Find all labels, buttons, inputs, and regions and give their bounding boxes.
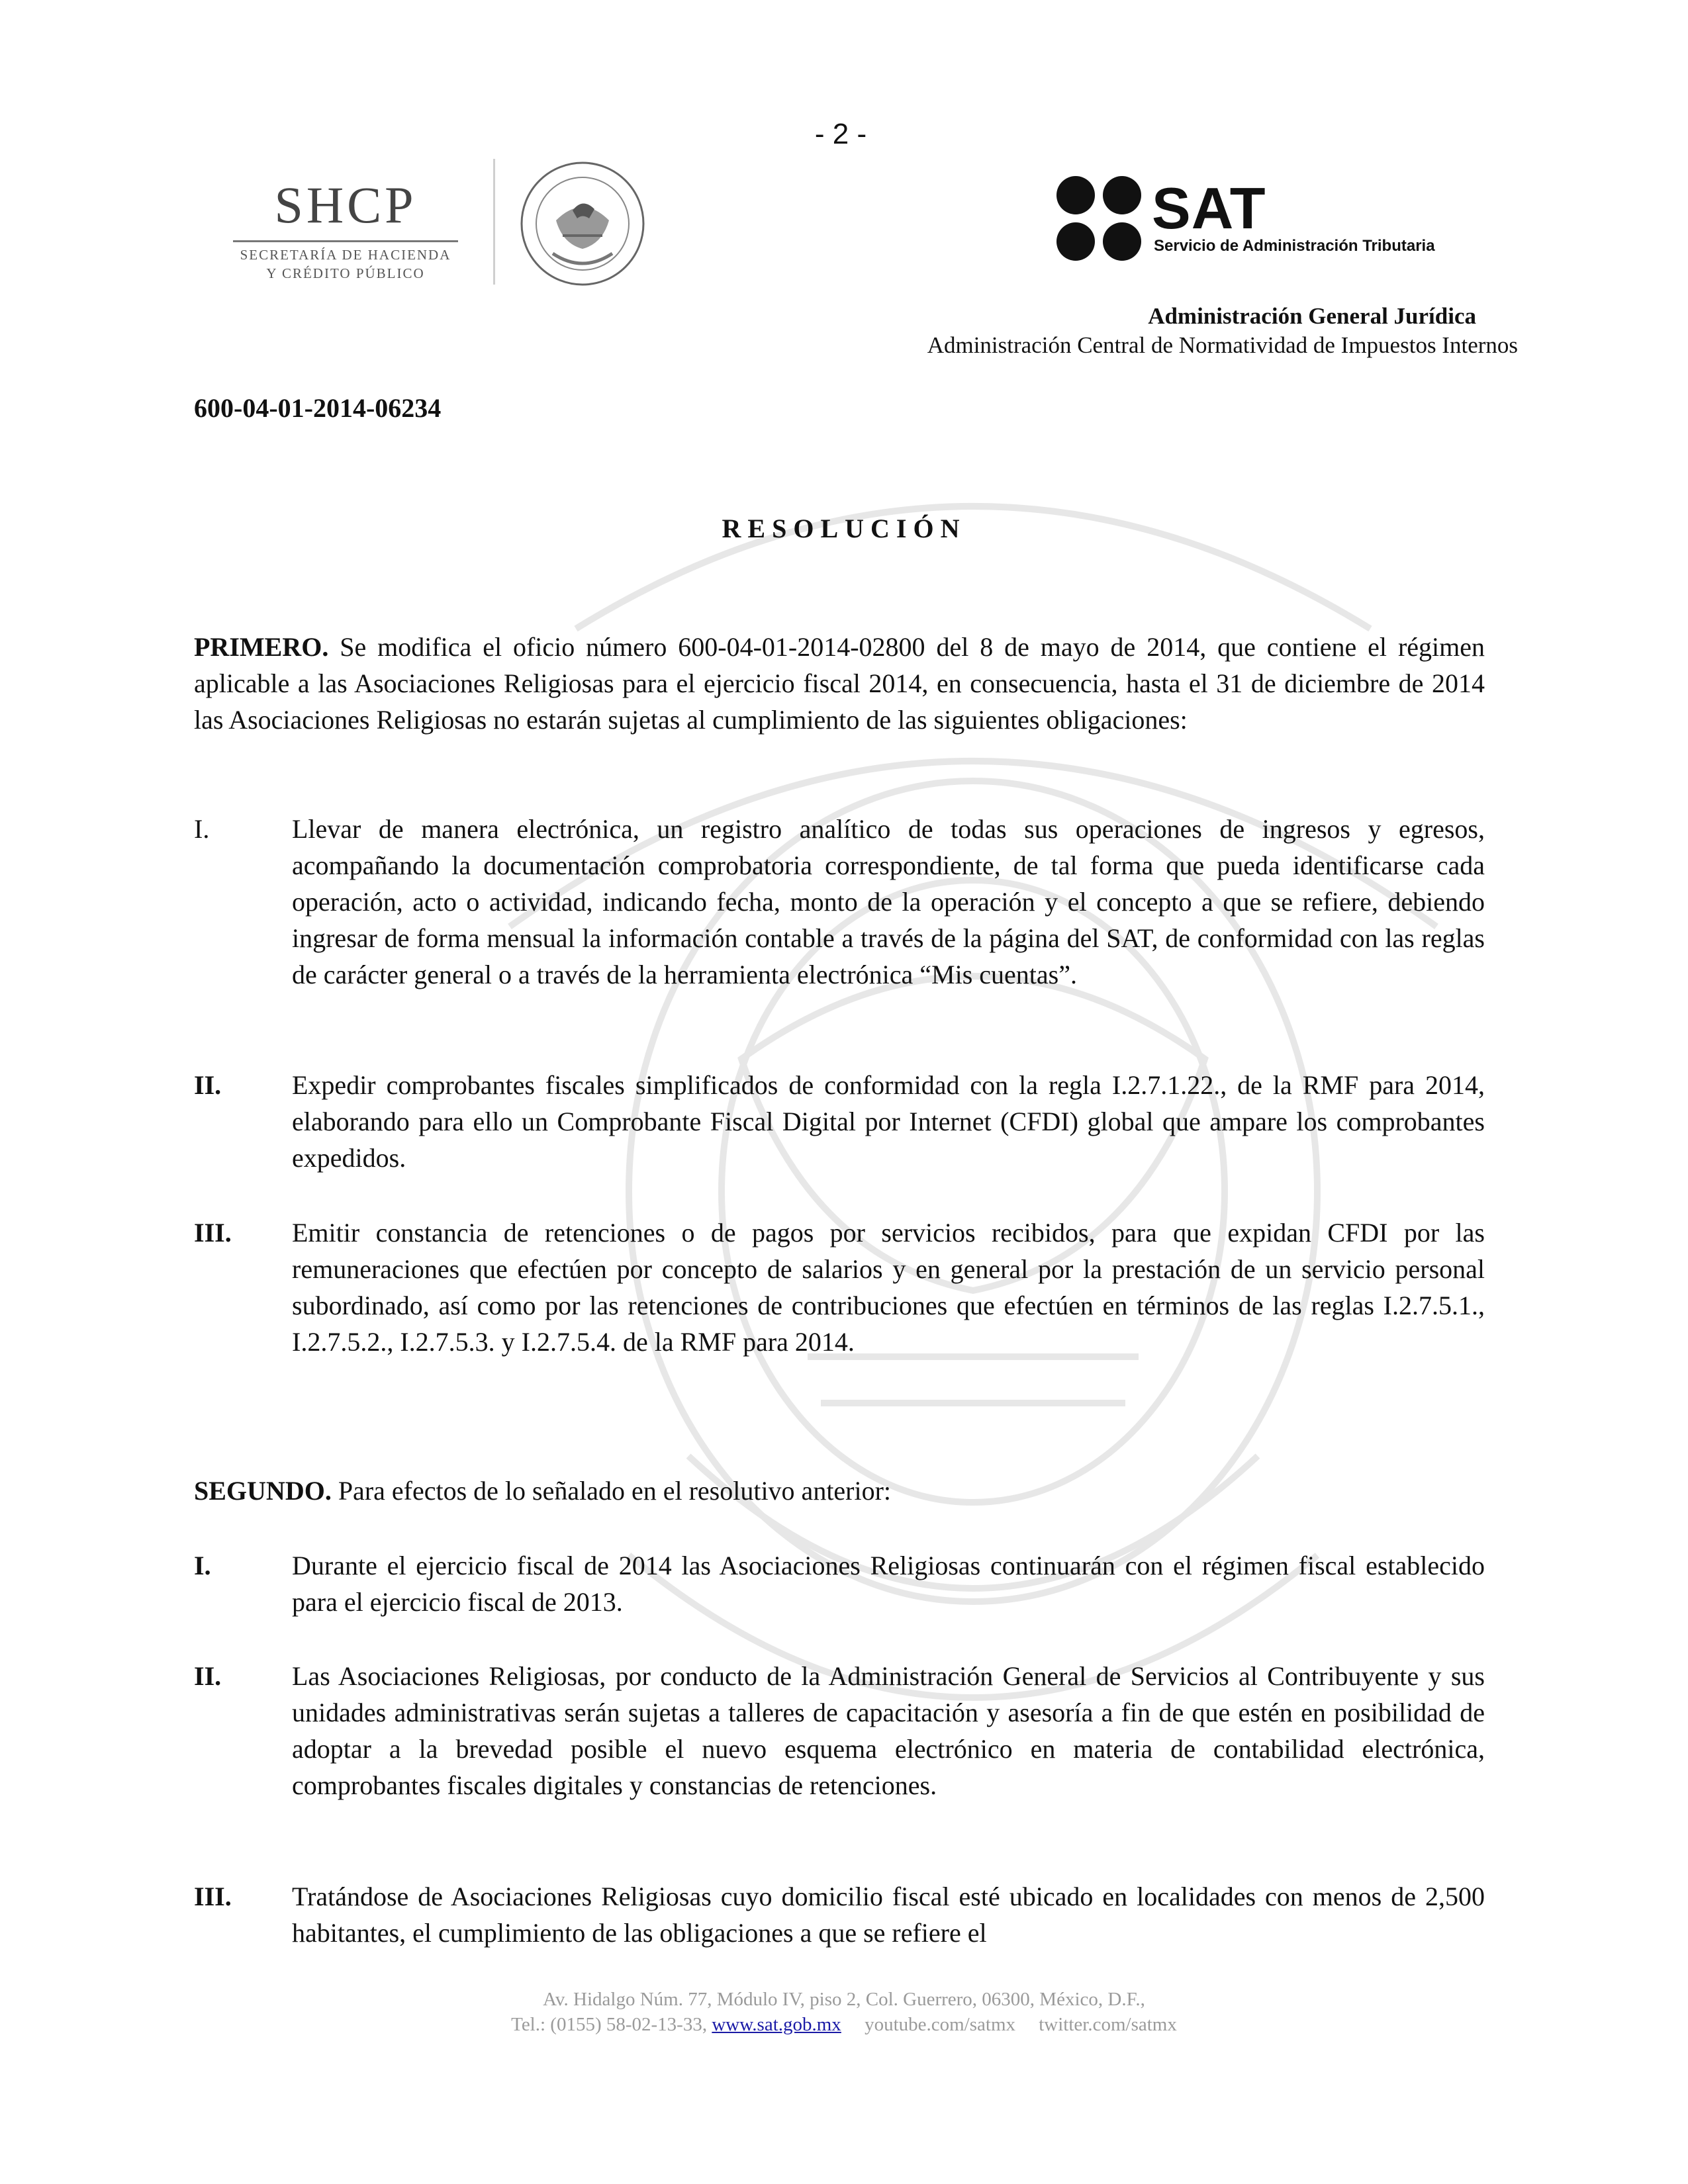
segundo-item (194, 1547, 1485, 1620)
item-number: III. (194, 1882, 232, 1911)
item-text: Las Asociaciones Religiosas, por conducto de la Administración General de Servicios al Contribuyente y sus unidades administrativas serán sujetas a talleres de capacitación y asesoría a fin de que estén en posibilidad de adoptar a la brevedad posible el nuevo esquema electrónico en materia de contabilidad electrónica, comprobantes fiscales digitales y constancias de retenciones. (292, 1661, 1485, 1800)
shcp-name-line2: Y CRÉDITO PÚBLICO (266, 265, 425, 281)
segundo-text: Para efectos de lo señalado en el resolutivo anterior: (338, 1476, 892, 1506)
segundo-paragraph (194, 1473, 1485, 1509)
department-main: Administración General Jurídica (1148, 303, 1476, 329)
footer-address: Av. Hidalgo Núm. 77, Módulo IV, piso 2, Col. Guerrero, 06300, México, D.F., (543, 1989, 1145, 2010)
sat-full-name: Servicio de Administración Tributaria (1154, 237, 1435, 255)
footer-website-link[interactable]: www.sat.gob.mx (712, 2014, 841, 2035)
shcp-logo (233, 175, 458, 288)
shcp-name-line1: SECRETARÍA DE HACIENDA (240, 247, 451, 263)
logo-divider (493, 159, 495, 285)
item-number: I. (194, 814, 210, 844)
sat-logo (1056, 175, 1479, 261)
primero-label: PRIMERO. (194, 632, 329, 662)
reference-number: 600-04-01-2014-06234 (194, 393, 442, 423)
national-seal-icon (516, 158, 649, 290)
item-number: II. (194, 1661, 222, 1691)
document-title: RESOLUCIÓN (722, 514, 966, 543)
item-number: III. (194, 1218, 232, 1248)
primero-text: Se modifica el oficio número 600-04-01-2014-02800 del 8 de mayo de 2014, que contiene el régimen aplicable a las Asociaciones Religiosas para el ejercicio fiscal 2014, en consecuencia, hasta el 31 de diciembre de 2014 las Asociaciones Religiosas no estarán sujetas al cumplimiento de las siguientes obligaciones: (194, 632, 1485, 735)
shcp-rule (233, 240, 458, 242)
segundo-label: SEGUNDO. (194, 1476, 332, 1506)
primero-item (194, 1214, 1485, 1396)
item-number: I. (194, 1551, 211, 1580)
sat-acronym: SAT (1152, 175, 1266, 241)
footer-phone: Tel.: (0155) 58-02-13-33, (511, 2014, 708, 2035)
item-text: Llevar de manera electrónica, un registro analítico de todas sus operaciones de ingresos y egresos, acompañando la documentación comprobatoria correspondiente, de tal forma que pueda identificarse cada operación, acto o actividad, indicando fecha, monto de la operación y el concepto a que se refiere, debiendo ingresar de forma mensual la información contable a través de la página del SAT, de conformidad con las reglas de carácter general o a través de la herramienta electrónica “Mis cuentas”. (292, 814, 1485, 989)
primero-item (194, 1067, 1485, 1176)
footer-twitter: twitter.com/satmx (1039, 2014, 1177, 2035)
footer-youtube: youtube.com/satmx (865, 2014, 1015, 2035)
item-number: II. (194, 1070, 222, 1100)
primero-paragraph (194, 629, 1485, 738)
item-text: Expedir comprobantes fiscales simplificados de conformidad con la regla I.2.7.1.22., de la RMF para 2014, elaborando para ello un Comprobante Fiscal Digital por Internet (CFDI) global que ampare los comprobantes expedidos. (292, 1070, 1485, 1173)
segundo-item (194, 1878, 1485, 1951)
department-sub: Administración Central de Normatividad de Impuestos Internos (927, 332, 1518, 358)
footer-contact (0, 2014, 1688, 2036)
item-text: Emitir constancia de retenciones o de pagos por servicios recibidos, para que expidan CFDI por las remuneraciones que efectúen por concepto de salarios y en general por la prestación de un servicio personal subordinado, así como por las retenciones de contribuciones que efectúen en términos de las reglas I.2.7.5.1., I.2.7.5.2., I.2.7.5.3. y I.2.7.5.4. de la RMF para 2014. (292, 1218, 1485, 1357)
page-number: - 2 - (814, 118, 867, 150)
segundo-item (194, 1658, 1485, 1840)
sat-dots-icon (1056, 175, 1142, 261)
shcp-acronym: SHCP (274, 176, 417, 234)
primero-item (194, 811, 1485, 1029)
item-text: Tratándose de Asociaciones Religiosas cuyo domicilio fiscal esté ubicado en localidades con menos de 2,500 habitantes, el cumplimiento de las obligaciones a que se refiere el (292, 1882, 1485, 1948)
item-text: Durante el ejercicio fiscal de 2014 las Asociaciones Religiosas continuarán con el régimen fiscal establecido para el ejercicio fiscal de 2013. (292, 1551, 1485, 1617)
